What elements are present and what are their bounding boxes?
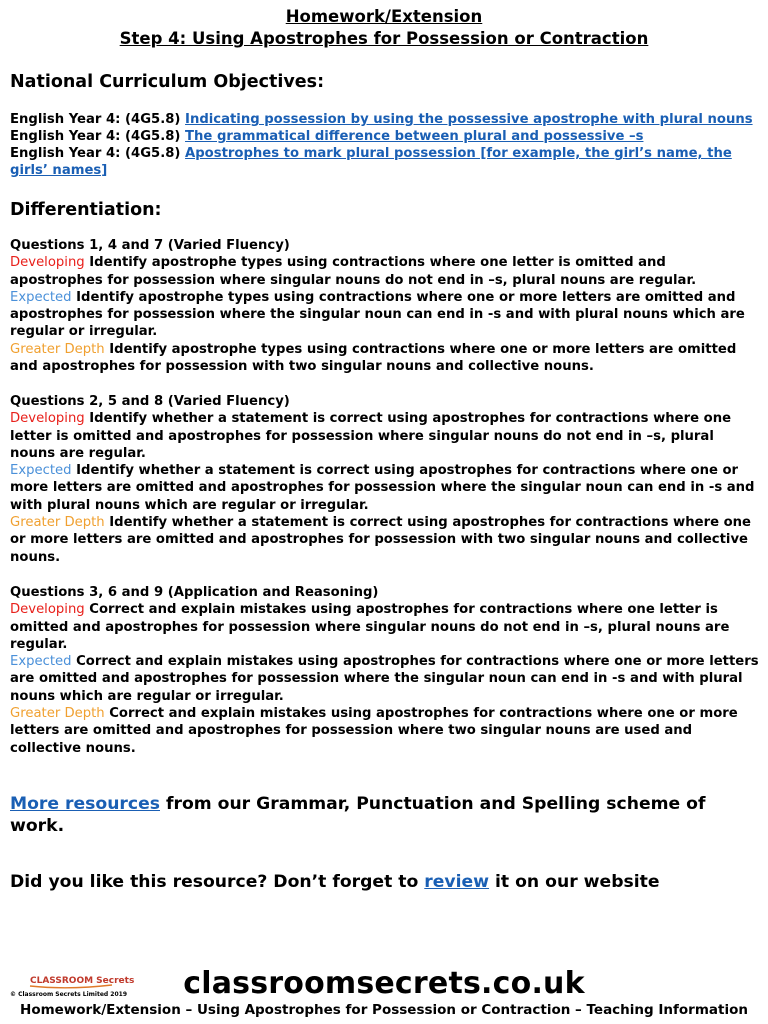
logo-text: CLASSROOM Secrets [30,976,135,986]
expected-label: Expected [10,289,72,305]
review-line [10,871,750,893]
objective-prefix: English Year 4: (4G5.8) [10,146,186,161]
objective-link[interactable]: Indicating possession by using the possessive apostrophe with plural nouns [185,112,753,127]
question-group-1 [10,237,762,375]
page-title: Homework/Extension [285,7,483,26]
greater-depth-label: Greater Depth [10,706,105,722]
expected-row [10,653,762,705]
website-url: classroomsecrets.co.uk [183,966,585,1001]
greater-depth-row [10,341,762,376]
review-link[interactable]: review [424,872,490,892]
greater-depth-row [10,514,762,566]
developing-text: Identify whether a statement is correct using apostrophes for contractions where one letter is omitted and apostrophes for possession where singular nouns do not end in –s, plural nouns are regular. [10,411,732,461]
expected-text: Identify whether a statement is correct using apostrophes for contractions where one or more letters are omitted and apostrophes for possession where the singular noun can end in -s and with plural nouns which are regular or irregular. [10,463,755,513]
objective-link[interactable]: The grammatical difference between plural and possessive –s [185,129,644,144]
objective-1 [10,111,760,128]
objective-link[interactable]: Apostrophes to mark plural possession [for example, the girl’s name, the girls’ names] [10,146,732,178]
more-resources-line [10,793,750,837]
page-header [0,6,768,50]
developing-row [10,254,762,289]
objective-3 [10,145,760,179]
copyright-notice: © Classroom Secrets Limited 2019 [10,991,127,998]
developing-label: Developing [10,411,85,427]
greater-depth-text: Identify whether a statement is correct using apostrophes for contractions where one or more letters are omitted and apostrophes for possession with two singular nouns and collective nouns. [10,515,751,565]
page-subtitle: Step 4: Using Apostrophes for Possession or Contraction [119,29,649,48]
greater-depth-label: Greater Depth [10,341,105,357]
more-resources-text: from our Grammar, Punctuation and Spelling scheme of work. [10,794,706,836]
review-text-after: it on our website [489,872,660,892]
greater-depth-text: Identify apostrophe types using contractions where one or more letters are omitted and apostrophes for possession with two singular nouns and collective nouns. [10,341,737,375]
objectives-heading: National Curriculum Objectives: [10,72,325,92]
objective-prefix: English Year 4: (4G5.8) [10,112,186,127]
developing-row [10,601,762,653]
developing-text: Identify apostrophe types using contractions where one letter is omitted and apostrophes for possession where singular nouns do not end in –s, plural nouns are regular. [10,255,697,288]
question-group-title: Questions 2, 5 and 8 (Varied Fluency) [10,394,290,409]
question-group-title: Questions 3, 6 and 9 (Application and Reasoning) [10,585,379,600]
expected-label: Expected [10,463,72,479]
developing-text: Correct and explain mistakes using apostrophes for contractions where one letter is omitted and apostrophes for possession where singular nouns do not end in –s, plural nouns are regular. [10,602,730,652]
expected-label: Expected [10,654,72,670]
developing-label: Developing [10,602,85,618]
developing-label: Developing [10,255,85,271]
developing-row [10,410,762,462]
expected-row [10,289,762,341]
footer-subtitle: Homework/Extension – Using Apostrophes for Possession or Contraction – Teaching Information [20,1002,748,1018]
question-group-3 [10,584,762,757]
objective-2 [10,128,760,145]
objective-prefix: English Year 4: (4G5.8) [10,129,186,144]
greater-depth-text: Correct and explain mistakes using apostrophes for contractions where one or more letters are omitted and apostrophes for possession where two singular nouns are used and collective nouns. [10,706,738,756]
greater-depth-label: Greater Depth [10,515,105,531]
question-group-2 [10,393,762,566]
review-text-before: Did you like this resource? Don’t forget to [10,872,425,892]
expected-row [10,462,762,514]
differentiation-heading: Differentiation: [10,200,162,220]
expected-text: Identify apostrophe types using contractions where one or more letters are omitted and apostrophes for possession where the singular noun can end in -s and with plural nouns which are regular or irregular. [10,289,745,340]
greater-depth-row [10,705,762,757]
more-resources-link[interactable]: More resources [10,794,160,814]
question-group-title: Questions 1, 4 and 7 (Varied Fluency) [10,238,290,253]
expected-text: Correct and explain mistakes using apostrophes for contractions where one or more letters are omitted and apostrophes for possession where the singular noun can end in -s and with plural nouns which are regular or irregular. [10,654,759,704]
